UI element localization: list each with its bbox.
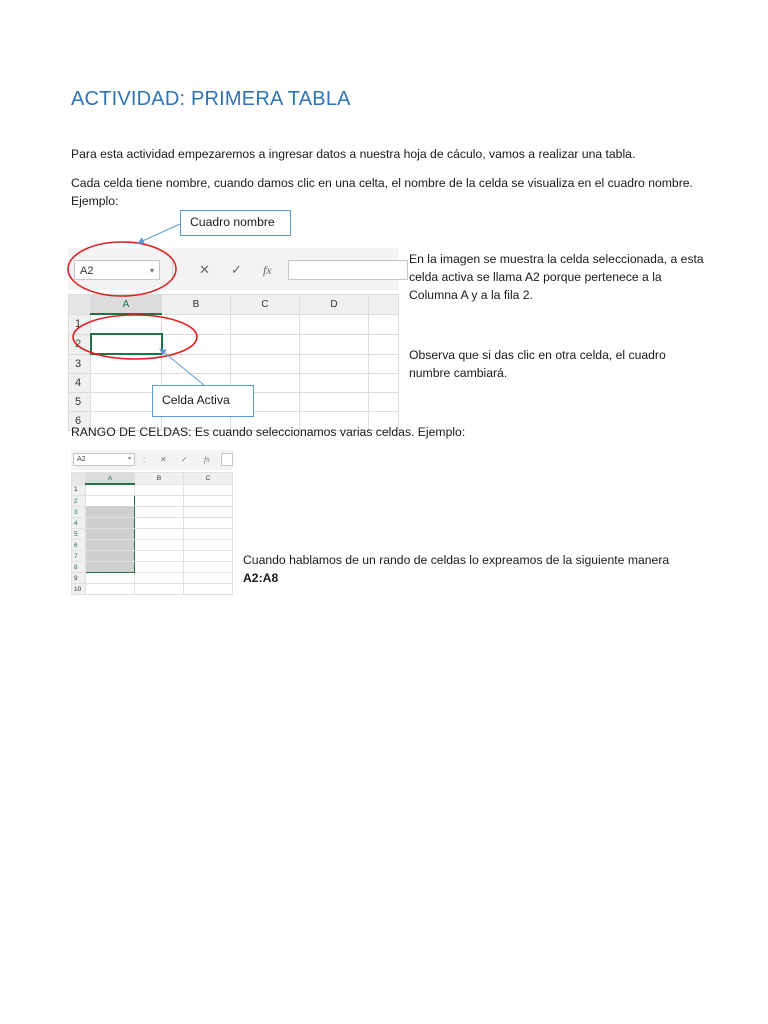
page-title: ACTIVIDAD: PRIMERA TABLA	[71, 88, 351, 110]
column-header-a[interactable]: A	[86, 473, 135, 485]
cancel-icon[interactable]: ✕	[199, 262, 210, 277]
cell[interactable]	[135, 540, 184, 551]
formula-toolbar	[71, 450, 233, 470]
cell[interactable]	[135, 496, 184, 507]
cell[interactable]	[135, 507, 184, 518]
row-header-8[interactable]: 8	[72, 562, 86, 573]
cell[interactable]	[135, 584, 184, 595]
row-header-6[interactable]: 6	[72, 540, 86, 551]
row-header-4[interactable]: 4	[72, 518, 86, 529]
intro-paragraph: Para esta actividad empezaremos a ingresar datos a nuestra hoja de cáculo, vamos a realizar una tabla.	[71, 147, 636, 161]
range-cell[interactable]	[86, 562, 135, 573]
active-cell-pointer-arrow	[160, 349, 204, 385]
active-cell-highlight-ellipse	[73, 315, 197, 359]
cell-range-heading: RANGO DE CELDAS: Es cuando seleccionamos varias celdas. Ejemplo:	[71, 425, 466, 439]
name-box-pointer-arrow	[138, 224, 180, 243]
cell[interactable]	[184, 529, 233, 540]
name-box-highlight-ellipse	[68, 242, 176, 296]
column-header-b[interactable]: B	[162, 295, 231, 315]
cell[interactable]	[184, 562, 233, 573]
name-box[interactable]	[73, 453, 135, 466]
cell[interactable]	[184, 584, 233, 595]
cell[interactable]	[184, 573, 233, 584]
active-cell-explanation: En la imagen se muestra la celda seleccionada, a esta celda activa se llama A2 porque pertenece a la Columna A y a la fila 2.	[409, 252, 704, 302]
range-cell[interactable]	[86, 529, 135, 540]
chevron-down-icon[interactable]: ▾	[149, 266, 154, 275]
cell[interactable]	[135, 562, 184, 573]
column-header-d[interactable]: D	[300, 295, 369, 315]
name-box-value: A2	[80, 265, 94, 277]
row-header-2[interactable]: 2	[72, 496, 86, 507]
row-header-5[interactable]: 5	[72, 529, 86, 540]
column-header-c[interactable]: C	[231, 295, 300, 315]
row-header-6[interactable]: 6	[69, 412, 91, 431]
active-cell-callout: Celda Activa	[152, 385, 254, 417]
function-icon[interactable]: fx	[263, 263, 272, 277]
row-header-10[interactable]: 10	[72, 584, 86, 595]
cancel-icon[interactable]: ✕	[160, 455, 167, 464]
check-icon[interactable]: ✓	[181, 455, 188, 464]
row-header-1[interactable]: 1	[69, 314, 91, 334]
row-header-3[interactable]: 3	[69, 354, 91, 374]
cell[interactable]	[184, 551, 233, 562]
range-cell[interactable]	[86, 518, 135, 529]
cell[interactable]	[135, 484, 184, 496]
spreadsheet-grid	[71, 472, 233, 595]
active-cell-a2[interactable]	[86, 496, 135, 507]
cell[interactable]	[135, 518, 184, 529]
cell[interactable]	[135, 529, 184, 540]
cell[interactable]	[135, 573, 184, 584]
row-header-2[interactable]: 2	[69, 334, 91, 354]
check-icon[interactable]: ✓	[231, 262, 242, 277]
cell[interactable]	[184, 518, 233, 529]
cell[interactable]	[86, 584, 135, 595]
row-header-1[interactable]: 1	[72, 484, 86, 496]
cell[interactable]	[86, 573, 135, 584]
range-example: A2:A8	[243, 571, 279, 585]
range-cell[interactable]	[86, 540, 135, 551]
range-explanation	[243, 551, 713, 587]
cell[interactable]	[184, 484, 233, 496]
row-header-9[interactable]: 9	[72, 573, 86, 584]
cell[interactable]	[184, 496, 233, 507]
range-cell[interactable]	[86, 507, 135, 518]
excel-screenshot-range	[71, 450, 233, 614]
row-header-3[interactable]: 3	[72, 507, 86, 518]
row-header-7[interactable]: 7	[72, 551, 86, 562]
cell[interactable]	[86, 484, 135, 496]
name-box-change-note: Observa que si das clic en otra celda, el cuadro numbre cambiará.	[409, 348, 666, 380]
name-box-value: A2	[77, 456, 86, 463]
range-cell[interactable]	[86, 551, 135, 562]
range-explanation-text: Cuando hablamos de un rando de celdas lo expreamos de la siguiente manera	[243, 553, 670, 567]
row-header-5[interactable]: 5	[69, 393, 91, 412]
cell[interactable]	[135, 551, 184, 562]
chevron-down-icon[interactable]: ▾	[127, 456, 131, 462]
column-header-a[interactable]: A	[91, 295, 162, 315]
column-header-b[interactable]: B	[135, 473, 184, 485]
cell-names-paragraph: Cada celda tiene nombre, cuando damos clic en una celta, el nombre de la celda se visualiza en el cuadro nombre. Ejemplo:	[71, 176, 693, 208]
function-icon[interactable]: fx	[204, 455, 210, 464]
cell[interactable]	[184, 507, 233, 518]
cell[interactable]	[184, 540, 233, 551]
formula-bar-input[interactable]	[221, 453, 233, 466]
column-header-c[interactable]: C	[184, 473, 233, 485]
row-header-4[interactable]: 4	[69, 374, 91, 393]
select-all-corner[interactable]	[72, 473, 86, 485]
name-box-callout: Cuadro nombre	[180, 210, 291, 236]
separator-icon: :	[143, 455, 146, 464]
